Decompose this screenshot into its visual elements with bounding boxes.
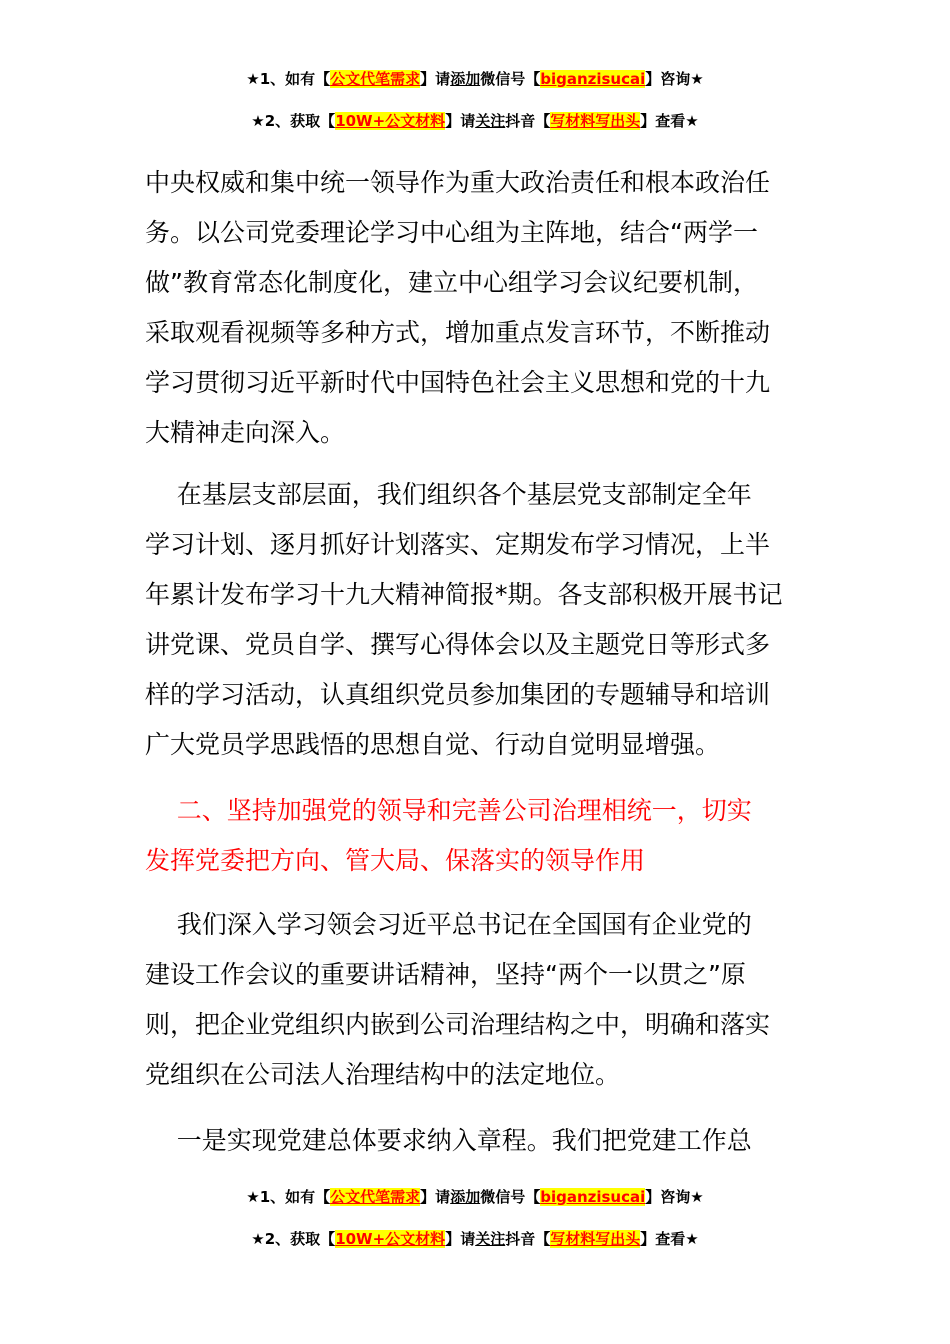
- banner-suffix: 】咨询★: [645, 70, 704, 88]
- douyin-account-link[interactable]: 写材料写出头: [550, 1230, 641, 1248]
- banner-prefix: ★2、获取【: [251, 112, 336, 130]
- bottom-banner-line-1: [0, 1186, 950, 1208]
- text-line: 则，把企业党组织内嵌到公司治理结构之中，明确和落实: [145, 1010, 771, 1039]
- text-line: 学习计划、逐月抓好计划落实、定期发布学习情况，上半: [145, 530, 771, 559]
- text-line: 党组织在公司法人治理结构中的法定地位。: [145, 1060, 621, 1089]
- text-line: 我们深入学习领会习近平总书记在全国国有企业党的: [145, 910, 752, 939]
- materials-highlight: 10W+公文材料: [335, 112, 446, 130]
- banner-underlined: 添加: [450, 1188, 481, 1206]
- text-line: 讲党课、党员自学、撰写心得体会以及主题党日等形式多: [145, 630, 771, 659]
- paragraph-3: [145, 900, 810, 1100]
- text-line: 中央权威和集中统一领导作为重大政治责任和根本政治任: [145, 168, 771, 197]
- paragraph-4: [145, 1116, 810, 1166]
- banner-suffix: 】咨询★: [645, 1188, 704, 1206]
- banner-text: 抖音【: [505, 112, 551, 130]
- banner-prefix: ★1、如有【: [246, 1188, 331, 1206]
- wechat-id-link[interactable]: biganzisucai: [540, 70, 646, 88]
- douyin-account-link[interactable]: 写材料写出头: [550, 112, 641, 130]
- text-line: 大精神走向深入。: [145, 418, 346, 447]
- banner-underlined: 添加: [450, 70, 481, 88]
- banner-text: 微信号【: [480, 1188, 541, 1206]
- text-line: 采取观看视频等多种方式，增加重点发言环节，不断推动: [145, 318, 771, 347]
- text-line: 学习贯彻习近平新时代中国特色社会主义思想和党的十九: [145, 368, 771, 397]
- service-highlight: 公文代笔需求: [330, 70, 421, 88]
- section-heading: [145, 786, 810, 886]
- text-line: 广大党员学思践悟的思想自觉、行动自觉明显增强。: [145, 730, 721, 759]
- banner-prefix: ★1、如有【: [246, 70, 331, 88]
- service-highlight: 公文代笔需求: [330, 1188, 421, 1206]
- banner-underlined: 关注: [475, 1230, 506, 1248]
- top-banner-line-1: [0, 68, 950, 90]
- text-line: 做”教育常态化制度化，建立中心组学习会议纪要机制，: [145, 268, 758, 297]
- text-line: 务。以公司党委理论学习中心组为主阵地，结合“两学一: [145, 218, 758, 247]
- paragraph-1: [145, 158, 810, 458]
- top-banner-line-2: [0, 110, 950, 132]
- banner-suffix: 】查看★: [640, 112, 699, 130]
- banner-prefix: ★2、获取【: [251, 1230, 336, 1248]
- banner-text: 】请: [420, 1188, 451, 1206]
- text-line: 年累计发布学习十九大精神简报*期。各支部积极开展书记: [145, 580, 783, 609]
- wechat-id-link[interactable]: biganzisucai: [540, 1188, 646, 1206]
- banner-text: 抖音【: [505, 1230, 551, 1248]
- banner-text: 】请: [420, 70, 451, 88]
- banner-text: 微信号【: [480, 70, 541, 88]
- banner-underlined: 关注: [475, 112, 506, 130]
- banner-text: 】请: [445, 112, 476, 130]
- banner-text: 】请: [445, 1230, 476, 1248]
- materials-highlight: 10W+公文材料: [335, 1230, 446, 1248]
- bottom-banner-line-2: [0, 1228, 950, 1250]
- text-line: 在基层支部层面，我们组织各个基层党支部制定全年: [145, 480, 752, 509]
- paragraph-2: [145, 470, 810, 770]
- banner-suffix: 】查看★: [640, 1230, 699, 1248]
- text-line: 一是实现党建总体要求纳入章程。我们把党建工作总: [145, 1126, 752, 1155]
- text-line: 建设工作会议的重要讲话精神，坚持“两个一以贯之”原: [145, 960, 746, 989]
- text-line: 样的学习活动，认真组织党员参加集团的专题辅导和培训: [145, 680, 771, 709]
- heading-line: 二、坚持加强党的领导和完善公司治理相统一，切实: [145, 796, 752, 825]
- heading-line: 发挥党委把方向、管大局、保落实的领导作用: [145, 846, 646, 875]
